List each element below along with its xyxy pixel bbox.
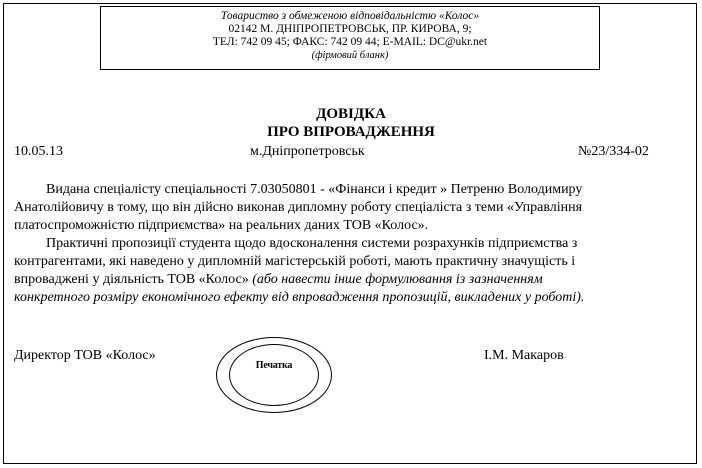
stamp-inner-ring [229, 344, 319, 406]
body-p1-line1: Видана спеціалісту спеціальності 7.03050801 - «Фінанси і кредит » Петреню Володимиру [46, 182, 583, 197]
document-title: ДОВІДКА [316, 106, 386, 122]
body-p2-line2: контрагентами, які наведено у дипломній магістерській роботі, мають практичну значущість і [14, 254, 576, 269]
body-p2-line3-note: (або навести інше формулювання із зазначенням [252, 272, 543, 287]
document-number: №23/334-02 [578, 144, 649, 159]
document-subtitle: ПРО ВПРОВАДЖЕННЯ [267, 124, 435, 140]
company-address: 02142 М. ДНІПРОПЕТРОВСЬК, ПР. КИРОВА, 9; [228, 23, 472, 35]
body-p2-line3 [14, 272, 543, 288]
letterhead-note: (фірмовий бланк) [311, 50, 389, 61]
body-p2-line3-text: впроваджені у діяльність ТОВ «Колос» [14, 272, 253, 287]
body-p2-line1: Практичні пропозиції студента щодо вдосконалення системи розрахунків підприємства з [46, 236, 578, 251]
body-p2-line4: конкретного розміру економічного ефекту від впровадження пропозицій, викладених у роботі). [14, 290, 585, 305]
company-contacts: ТЕЛ: 742 09 45; ФАКС: 742 09 44; E-MAIL: DC@ukr.net [212, 36, 488, 48]
signature-position: Директор ТОВ «Колос» [14, 348, 156, 363]
body-p1-line2: Анатолійовичу в тому, що він дійсно виконав дипломну роботу спеціаліста з теми «Управління [14, 200, 583, 215]
body-p1-line3: платоспроможністю підприємства» на реальних даних ТОВ «Колос». [14, 218, 429, 233]
document-city: м.Дніпропетровськ [250, 144, 365, 159]
company-name: Товариство з обмеженою відповідальністю «Колос» [220, 10, 480, 22]
letterhead [100, 6, 600, 70]
stamp-label: Печатка [255, 360, 293, 371]
signature-name: І.М. Макаров [484, 348, 564, 363]
document-date: 10.05.13 [14, 144, 63, 159]
